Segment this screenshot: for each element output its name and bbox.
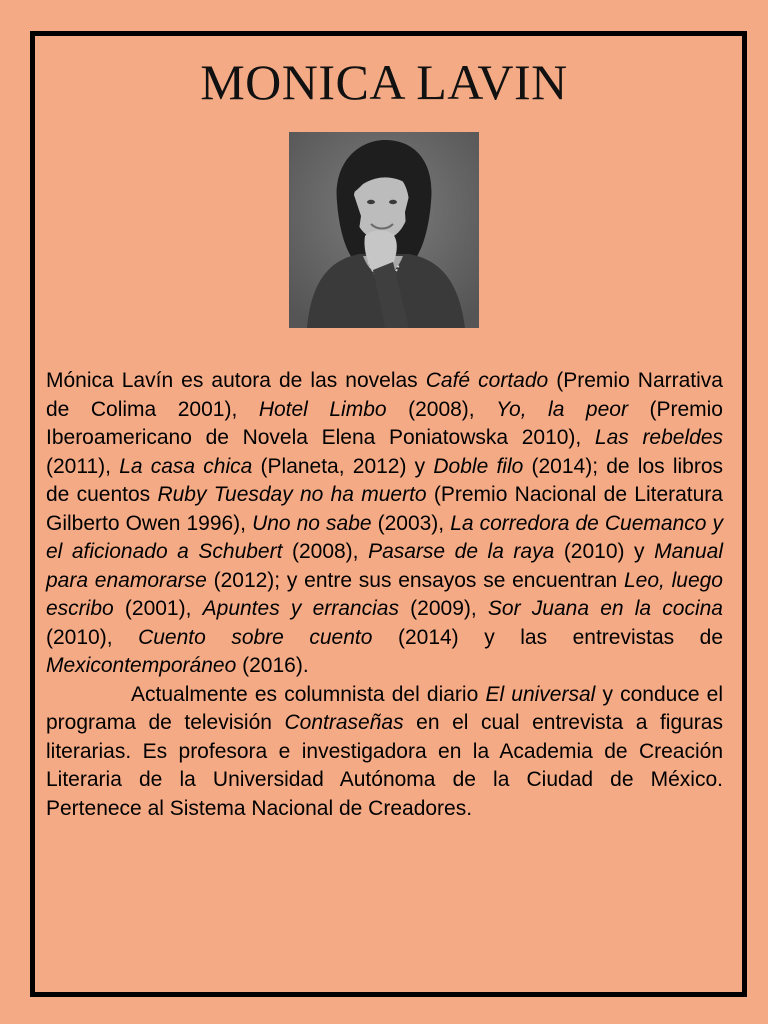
bio-paragraph-2 [46, 681, 723, 824]
text-run: (2016). [236, 654, 309, 677]
book-title: Apuntes y errancias [202, 597, 399, 620]
book-title: Café cortado [425, 369, 549, 392]
text-run: (Planeta, 2012) y [252, 454, 434, 478]
text-run: (2010) y [554, 540, 655, 563]
book-title: Ruby Tuesday no ha muerto [157, 483, 427, 506]
text-run: (2014) y las entrevistas de [372, 625, 724, 649]
text-run: (Premio Iberoamericano de Novela Elena Poniatowska 2010), [46, 397, 723, 449]
text-run: (2008), [386, 397, 497, 421]
book-title: Las rebeldes [594, 426, 723, 449]
bio-paragraph-1 [46, 367, 723, 681]
book-title: Contraseñas [284, 711, 404, 734]
book-title: Leo, luego escribo [46, 568, 723, 620]
book-title: Sor Juana en la cocina [487, 597, 723, 620]
text-run: (2010), [46, 625, 139, 649]
book-title: Doble filo [433, 454, 524, 478]
author-portrait [289, 132, 479, 328]
text-run: (2012); y entre sus ensayos se encuentran [206, 568, 624, 592]
book-title: La casa chica [119, 454, 253, 478]
book-title: La corredora de Cuemanco y el aficionado a Schubert [46, 511, 723, 563]
text-run: Actualmente es columnista del diario [131, 682, 486, 706]
text-run: (2001), [113, 597, 203, 620]
book-title: Uno no sabe [252, 511, 372, 535]
text-run: (2008), [282, 540, 369, 563]
book-title: El universal [485, 682, 596, 706]
book-title: Cuento sobre cuento [138, 625, 373, 649]
text-run: (Premio Narrativa de Colima 2001), [46, 369, 723, 421]
book-title: Yo, la peor [496, 397, 628, 421]
text-run: (2009), [398, 597, 488, 620]
book-title: Mexicontemporáneo [46, 654, 237, 677]
biography-text [46, 367, 723, 823]
page-title: MONICA LAVIN [200, 54, 568, 110]
book-title: Manual para enamorarse [46, 540, 723, 592]
text-run: en el cual entrevista a figuras literarias. Es profesora e investigadora en la Academia de Creación Literaria de la Universidad Autónoma de la Ciudad de México. Pertenece al Sistema Nacional de Creadores. [46, 711, 723, 820]
book-title: Hotel Limbo [258, 397, 387, 421]
text-run: (2014); de los libros de cuentos [46, 454, 723, 506]
text-run: (2011), [46, 454, 120, 478]
book-title: Pasarse de la raya [368, 540, 555, 563]
text-run: y conduce el programa de televisión [46, 682, 724, 734]
text-run: Mónica Lavín es autora de las novelas [46, 369, 426, 392]
text-run: (Premio Nacional de Literatura Gilberto Owen 1996), [46, 483, 723, 535]
text-run: (2003), [371, 511, 451, 535]
portrait-photo-icon [289, 132, 479, 328]
